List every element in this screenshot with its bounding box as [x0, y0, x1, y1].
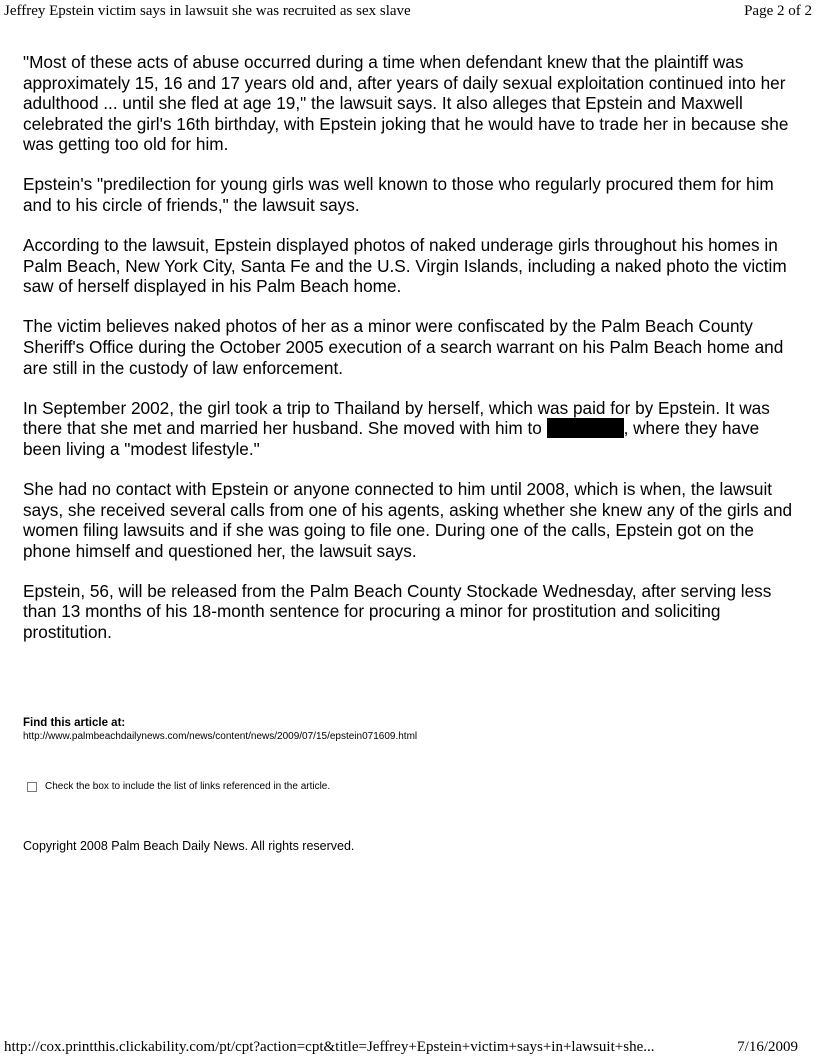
footer-url: http://cox.printthis.clickability.com/pt/cpt?action=cpt&title=Jeffrey+Epstein+victim+says+in+lawsuit+she...	[4, 1038, 655, 1055]
paragraph-text: In September 2002, the girl took a trip to Thailand by herself, which was paid for by Epstein. It was there that she met and married her husband. She moved with him to	[23, 397, 770, 439]
footer-date: 7/16/2009	[737, 1038, 798, 1055]
article-paragraph: She had no contact with Epstein or anyone connected to him until 2008, which is when, the lawsuit says, she received several calls from one of his agents, asking whether she knew any of the girls and women filing lawsuits and if she was going to file one. During one of the calls, Epstein got on the phone himself and questioned her, the lawsuit says.	[23, 479, 793, 561]
find-article-section	[23, 716, 417, 743]
include-links-checkbox[interactable]	[27, 782, 37, 792]
article-paragraph: According to the lawsuit, Epstein displayed photos of naked underage girls throughout his homes in Palm Beach, New York City, Santa Fe and the U.S. Virgin Islands, including a naked photo the victim saw of herself displayed in his Palm Beach home.	[23, 235, 787, 297]
document-title: Jeffrey Epstein victim says in lawsuit she was recruited as sex slave	[4, 2, 411, 19]
page-footer	[4, 1038, 798, 1056]
article-paragraph	[23, 398, 795, 460]
paragraph-text: , where they have been living a "modest lifestyle."	[23, 418, 760, 459]
article-paragraph: Epstein, 56, will be released from the Palm Beach County Stockade Wednesday, after serving less than 13 months of his 18-month sentence for procuring a minor for prostitution and soliciting prostitution.	[23, 580, 772, 643]
article-paragraph: "Most of these acts of abuse occurred during a time when defendant knew that the plaintiff was approximately 15, 16 and 17 years old and, after years of daily sexual exploitation continued into her adulthood ... until she fled at age 19," the lawsuit says. It also alleges that Epstein and Maxwell celebrated the girl's 16th birthday, with Epstein joking that he would have to trade her in because she was getting too old for him.	[23, 52, 789, 155]
redaction-block	[547, 418, 624, 438]
article-paragraph: The victim believes naked photos of her as a minor were confiscated by the Palm Beach County Sheriff's Office during the October 2005 execution of a search warrant on his Palm Beach home and are still in the custody of law enforcement.	[23, 316, 784, 378]
article-url-link[interactable]: http://www.palmbeachdailynews.com/news/content/news/2009/07/15/epstein071609.html	[23, 731, 418, 742]
find-article-label: Find this article at:	[23, 717, 126, 729]
article-paragraph: Epstein's "predilection for young girls was well known to those who regularly procured them for him and to his circle of friends," the lawsuit says.	[23, 174, 774, 216]
page-indicator: Page 2 of 2	[744, 2, 812, 19]
include-links-label: Check the box to include the list of links referenced in the article.	[45, 781, 331, 792]
page-header	[4, 0, 812, 22]
copyright-notice: Copyright 2008 Palm Beach Daily News. All rights reserved.	[23, 839, 355, 853]
article-body	[23, 52, 795, 662]
include-links-option	[27, 781, 330, 792]
